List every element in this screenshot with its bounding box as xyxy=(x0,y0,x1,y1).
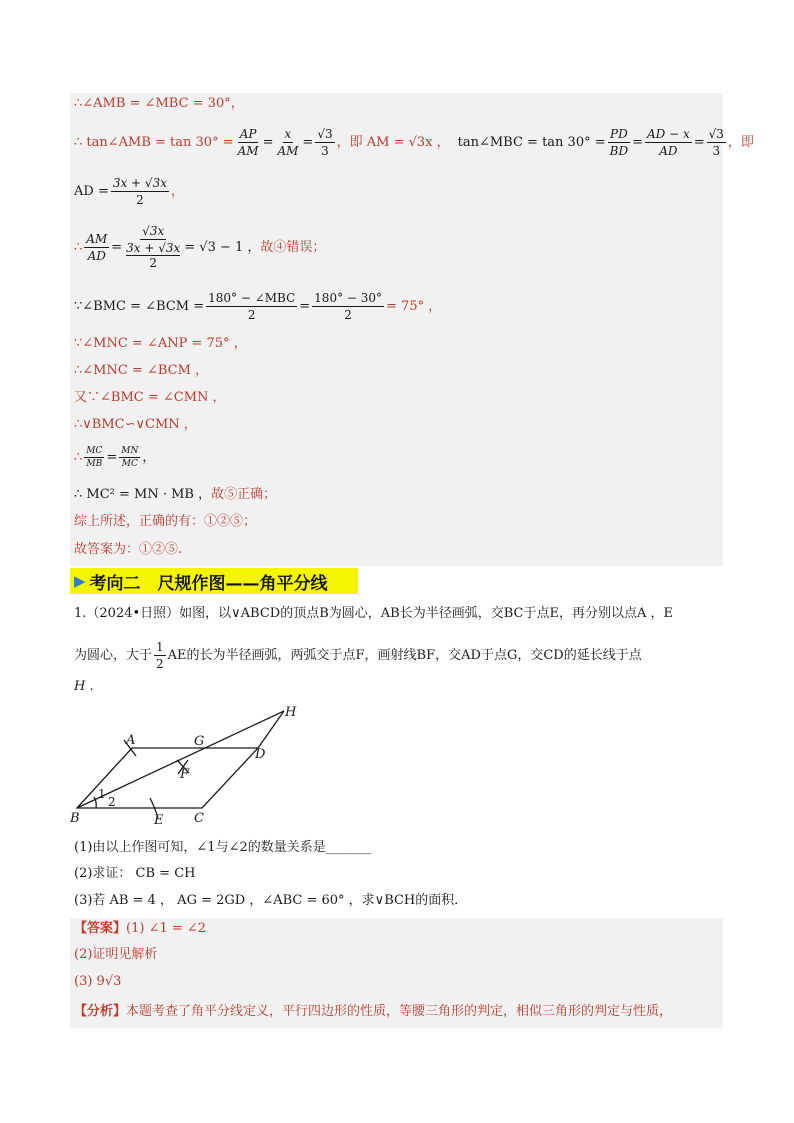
solution-line-10: ∴ $\frac{MC}{MB}$ = $\frac{MN}{MC}$ ， xyxy=(74,446,156,469)
mc-squared-text: ∴ MC² = MN · MB ， xyxy=(74,487,212,502)
solution-line-4: ∴ $\frac{AM}{AD}$ = √3x 3x + √3x 2 = √3 − 1 ， 故④错误； xyxy=(74,224,326,270)
solution-line-1 xyxy=(74,97,244,110)
problem-text-3: H . xyxy=(74,679,94,694)
fraction-mc-mb: $\frac{MC}{MB}$ xyxy=(86,446,103,469)
tan-mbc-text: tan∠MBC = tan 30° = xyxy=(457,135,606,150)
conclusion-5-correct: 故⑤正确； xyxy=(211,487,277,502)
ji-text: ，即 xyxy=(727,135,754,150)
fraction-one-half: $\frac{1}{2}$ xyxy=(156,640,164,671)
equals-75: = 75° ， xyxy=(386,299,442,314)
analysis-tag: 【分析】 xyxy=(74,1004,127,1019)
triangle-marker-icon: ▶ xyxy=(74,572,86,590)
label-a: A xyxy=(126,733,136,748)
label-g: G xyxy=(194,734,205,749)
label-f: F xyxy=(180,767,190,782)
question-1-text: (1)由以上作图可知，∠1与∠2的数量关系是_______ xyxy=(74,840,372,855)
result-sqrt3-minus-1: = √3 − 1 ， xyxy=(184,239,261,255)
fraction-sqrt3-3b: $\frac{√3}{3}$ xyxy=(708,127,724,158)
solution-line-8 xyxy=(74,391,226,404)
ad-equals: AD = xyxy=(74,184,109,199)
ray-bf xyxy=(77,711,284,808)
label-angle-2: 2 xyxy=(108,795,116,809)
section-header xyxy=(70,568,358,594)
therefore-sign: ∴ xyxy=(74,239,83,255)
bmc-bcm-text: ∵∠BMC = ∠BCM = xyxy=(74,299,205,314)
question-2-text: (2)求证： CB = CH xyxy=(74,866,196,881)
conclusion-4-wrong: 故④错误； xyxy=(260,239,326,255)
tan-amb-text: ∴ tan∠AMB = tan 30° = xyxy=(74,135,234,150)
fraction-mn-mc: $\frac{MN}{MC}$ xyxy=(121,446,139,469)
problem-line-2 xyxy=(74,640,642,671)
fraction-x-am: $\frac{x}{AM}$ xyxy=(277,127,299,158)
problem-text-2b: AE的长为半径画弧，两弧交于点F，画射线BF，交AD于点G，交CD的延长线于点 xyxy=(167,648,642,663)
final-answer-text: 故答案为：①②⑤. xyxy=(74,542,183,557)
analysis-text: 本题考查了角平分线定义，平行四边形的性质，等腰三角形的判定，相似三角形的判定与性质， xyxy=(126,1004,673,1019)
label-d: D xyxy=(255,747,266,762)
therefore-sign-2: ∴ xyxy=(74,450,83,465)
question-2 xyxy=(74,867,196,880)
answer-2: (2)证明见解析 xyxy=(74,947,158,962)
mnc-bcm-text: ∴∠MNC = ∠BCM ， xyxy=(74,363,209,378)
solution-line-13 xyxy=(74,543,182,556)
fraction-ap-am: $\frac{AP}{AM}$ xyxy=(237,127,259,158)
fraction-ad-value: $\frac{3x + √3x}{2}$ xyxy=(112,176,167,207)
solution-line-9 xyxy=(74,418,197,431)
solution-line-11 xyxy=(74,488,276,501)
mnc-anp-text: ∵∠MNC = ∠ANP = 75° ， xyxy=(74,336,247,351)
label-b: B xyxy=(70,811,80,826)
comma: ， xyxy=(170,184,184,199)
solution-line-7 xyxy=(74,364,208,377)
problem-line-1 xyxy=(74,607,673,620)
answer-line-2 xyxy=(74,948,157,961)
label-angle-1: 1 xyxy=(98,787,106,801)
fraction-180-mbc: $\frac{\text{180° − ∠MBC}}{2}$ xyxy=(208,291,296,322)
similar-triangles-text: ∴∨BMC∽∨CMN ， xyxy=(74,417,197,432)
label-h: H xyxy=(285,705,297,720)
am-equals-text: ，即 AM = √3x ， xyxy=(336,135,450,150)
solution-line-2: ∴ tan∠AMB = tan 30° = $\frac{AP}{AM}$ = $\frac{x}{AM}$ = $\frac{√3}{3}$ ，即 AM = √3x ， tan∠MBC = tan 30° = $\frac{PD}{BD}$ = $\frac{AD - x}{AD}$ = $\frac{√3}{3}$ ，即 xyxy=(74,127,754,158)
parallelogram-figure xyxy=(70,700,310,830)
answer-3: (3) 9√3 xyxy=(74,974,122,989)
answer-1: (1) ∠1 = ∠2 xyxy=(126,921,207,936)
problem-text-2a: 为圆心，大于 xyxy=(74,648,153,663)
bmc-cmn-text: 又∵∠BMC = ∠CMN ， xyxy=(74,390,226,405)
label-c: C xyxy=(194,811,204,826)
fraction-sqrt3-3: $\frac{√3}{3}$ xyxy=(317,127,333,158)
label-e: E xyxy=(154,813,164,828)
summary-text: 综上所述，正确的有：①②⑤； xyxy=(74,514,257,529)
solution-line-3 xyxy=(74,176,184,207)
therefore-angle: ∴∠AMB = ∠MBC = 30°， xyxy=(74,96,244,111)
fraction-adx-ad: $\frac{AD - x}{AD}$ xyxy=(646,127,690,158)
question-3 xyxy=(74,894,467,907)
fraction-am-ad: $\frac{AM}{AD}$ xyxy=(86,231,108,263)
analysis-line xyxy=(74,1005,672,1018)
section-title: 考向二 尺规作图——角平分线 xyxy=(89,573,328,594)
answer-line-3 xyxy=(74,975,121,988)
problem-line-3 xyxy=(74,680,94,693)
comma-2: ， xyxy=(142,450,156,465)
solution-line-5: ∵∠BMC = ∠BCM = $\frac{\text{180° − ∠MBC}}{2}$ = $\frac{180^\circ - 30^\circ}{2}$ = 75° ， xyxy=(74,291,442,322)
problem-text-1: 1.（2024•日照）如图，以∨ABCD的顶点B为圆心，AB长为半径画弧，交BC于点E，再分别以点A ，E xyxy=(74,606,673,621)
answer-tag: 【答案】 xyxy=(74,921,127,936)
answer-line-1 xyxy=(74,922,206,935)
solution-line-6 xyxy=(74,337,247,350)
solution-line-12 xyxy=(74,515,256,528)
fraction-180-30: $\frac{180^\circ - 30^\circ}{2}$ xyxy=(314,291,383,322)
fraction-pd-bd: $\frac{PD}{BD}$ xyxy=(609,127,629,158)
question-1 xyxy=(74,841,371,854)
question-3-text: (3)若 AB = 4 ， AG = 2GD ，∠ABC = 60° ，求∨BCH的面积． xyxy=(74,893,468,908)
fraction-compound: √3x 3x + √3x 2 xyxy=(126,224,181,270)
